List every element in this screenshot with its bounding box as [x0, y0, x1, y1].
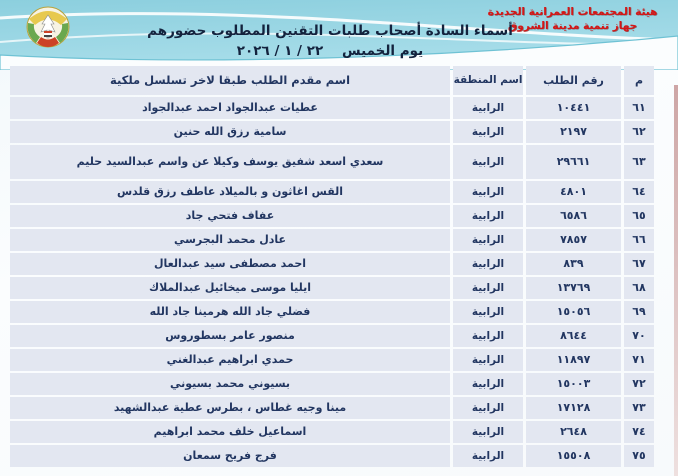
table-row — [10, 277, 654, 299]
table-row — [10, 229, 654, 251]
page-title: أسماء السادة أصحاب طلبات التقنين المطلوب حضورهم — [147, 23, 513, 39]
cell-applicant: حمدي ابراهيم عبدالغني — [10, 349, 450, 371]
table-row — [10, 325, 654, 347]
cell-request_no: ١٥٠٥٦ — [526, 301, 621, 323]
cell-request_no: ٨٣٩ — [526, 253, 621, 275]
cell-region: الرابية — [453, 181, 523, 203]
cell-region: الرابية — [453, 145, 523, 179]
cell-applicant: مينا وجيه غطاس ، بطرس عطية عبدالشهيد — [10, 397, 450, 419]
cell-applicant: سامية رزق الله حنين — [10, 121, 450, 143]
cell-serial: ٦٦ — [624, 229, 654, 251]
cell-serial: ٧٥ — [624, 445, 654, 467]
cell-region: الرابية — [453, 325, 523, 347]
cell-serial: ٧٤ — [624, 421, 654, 443]
cell-applicant: عادل محمد البجرسي — [10, 229, 450, 251]
table-row — [10, 145, 654, 179]
table-row — [10, 205, 654, 227]
cell-region: الرابية — [453, 445, 523, 467]
header-applicant: اسم مقدم الطلب طبقا لاخر تسلسل ملكية — [10, 66, 450, 95]
cell-serial: ٦٧ — [624, 253, 654, 275]
header-serial: م — [624, 66, 654, 95]
cell-serial: ٦٣ — [624, 145, 654, 179]
cell-request_no: ٦٥٨٦ — [526, 205, 621, 227]
cell-request_no: ٢٩٦٦١ — [526, 145, 621, 179]
table-row — [10, 253, 654, 275]
header-region: اسم المنطقة — [453, 66, 523, 95]
table-row — [10, 349, 654, 371]
org-line-2: جهاز تنمية مدينة الشروق — [507, 20, 638, 33]
cell-request_no: ٨٦٤٤ — [526, 325, 621, 347]
cell-request_no: ٤٨٠١ — [526, 181, 621, 203]
cell-region: الرابية — [453, 121, 523, 143]
cell-region: الرابية — [453, 397, 523, 419]
cell-serial: ٦٨ — [624, 277, 654, 299]
cell-applicant: بسيوني محمد بسيوني — [10, 373, 450, 395]
cell-region: الرابية — [453, 277, 523, 299]
table-row — [10, 301, 654, 323]
table-row — [10, 121, 654, 143]
cell-request_no: ١٧١٢٨ — [526, 397, 621, 419]
cell-serial: ٧٣ — [624, 397, 654, 419]
scan-edge-shadow — [674, 85, 678, 476]
cell-serial: ٦١ — [624, 97, 654, 119]
cell-applicant: فرج فريح سمعان — [10, 445, 450, 467]
table-row — [10, 373, 654, 395]
applicants-table — [10, 66, 654, 469]
header-request-no: رقم الطلب — [526, 66, 621, 95]
cell-region: الرابية — [453, 229, 523, 251]
cell-request_no: ١١٨٩٧ — [526, 349, 621, 371]
cell-request_no: ١٥٠٠٣ — [526, 373, 621, 395]
cell-serial: ٦٢ — [624, 121, 654, 143]
cell-request_no: ١٣٧٦٩ — [526, 277, 621, 299]
cell-applicant: احمد مصطفى سيد عبدالعال — [10, 253, 450, 275]
table-row — [10, 445, 654, 467]
table-body — [10, 97, 654, 467]
cell-request_no: ١٠٤٤١ — [526, 97, 621, 119]
header-banner — [0, 0, 678, 70]
cell-applicant: سعدي اسعد شفيق يوسف وكيلا عن واسم عبدالسيد حليم — [10, 145, 450, 179]
cell-serial: ٦٤ — [624, 181, 654, 203]
cell-request_no: ٢١٩٧ — [526, 121, 621, 143]
cell-region: الرابية — [453, 373, 523, 395]
cell-serial: ٦٥ — [624, 205, 654, 227]
cell-region: الرابية — [453, 301, 523, 323]
cell-serial: ٧٢ — [624, 373, 654, 395]
title-block — [0, 23, 660, 59]
cell-request_no: ٧٨٥٧ — [526, 229, 621, 251]
cell-region: الرابية — [453, 97, 523, 119]
table-row — [10, 421, 654, 443]
cell-request_no: ٢٦٤٨ — [526, 421, 621, 443]
cell-serial: ٧١ — [624, 349, 654, 371]
cell-applicant: ايليا موسى ميخائيل عبدالملاك — [10, 277, 450, 299]
cell-region: الرابية — [453, 253, 523, 275]
table-header-row — [10, 66, 654, 95]
org-line-1: هيئة المجتمعات العمرانية الجديدة — [487, 6, 658, 18]
cell-serial: ٧٠ — [624, 325, 654, 347]
table-row — [10, 97, 654, 119]
table-row — [10, 181, 654, 203]
cell-serial: ٦٩ — [624, 301, 654, 323]
cell-applicant: عفاف فتحي جاد — [10, 205, 450, 227]
cell-applicant: فضلي جاد الله هرمينا جاد الله — [10, 301, 450, 323]
cell-region: الرابية — [453, 205, 523, 227]
session-date: يوم الخميس ٢٢ / ١ / ٢٠٢٦ — [236, 43, 424, 59]
cell-applicant: اسماعيل خلف محمد ابراهيم — [10, 421, 450, 443]
cell-request_no: ١٥٥٠٨ — [526, 445, 621, 467]
cell-applicant: منصور عامر بسطوروس — [10, 325, 450, 347]
cell-applicant: القس اغاثون و بالميلاد عاطف رزق قلدس — [10, 181, 450, 203]
table-row — [10, 397, 654, 419]
cell-applicant: عطيات عبدالجواد احمد عبدالجواد — [10, 97, 450, 119]
cell-region: الرابية — [453, 421, 523, 443]
cell-region: الرابية — [453, 349, 523, 371]
